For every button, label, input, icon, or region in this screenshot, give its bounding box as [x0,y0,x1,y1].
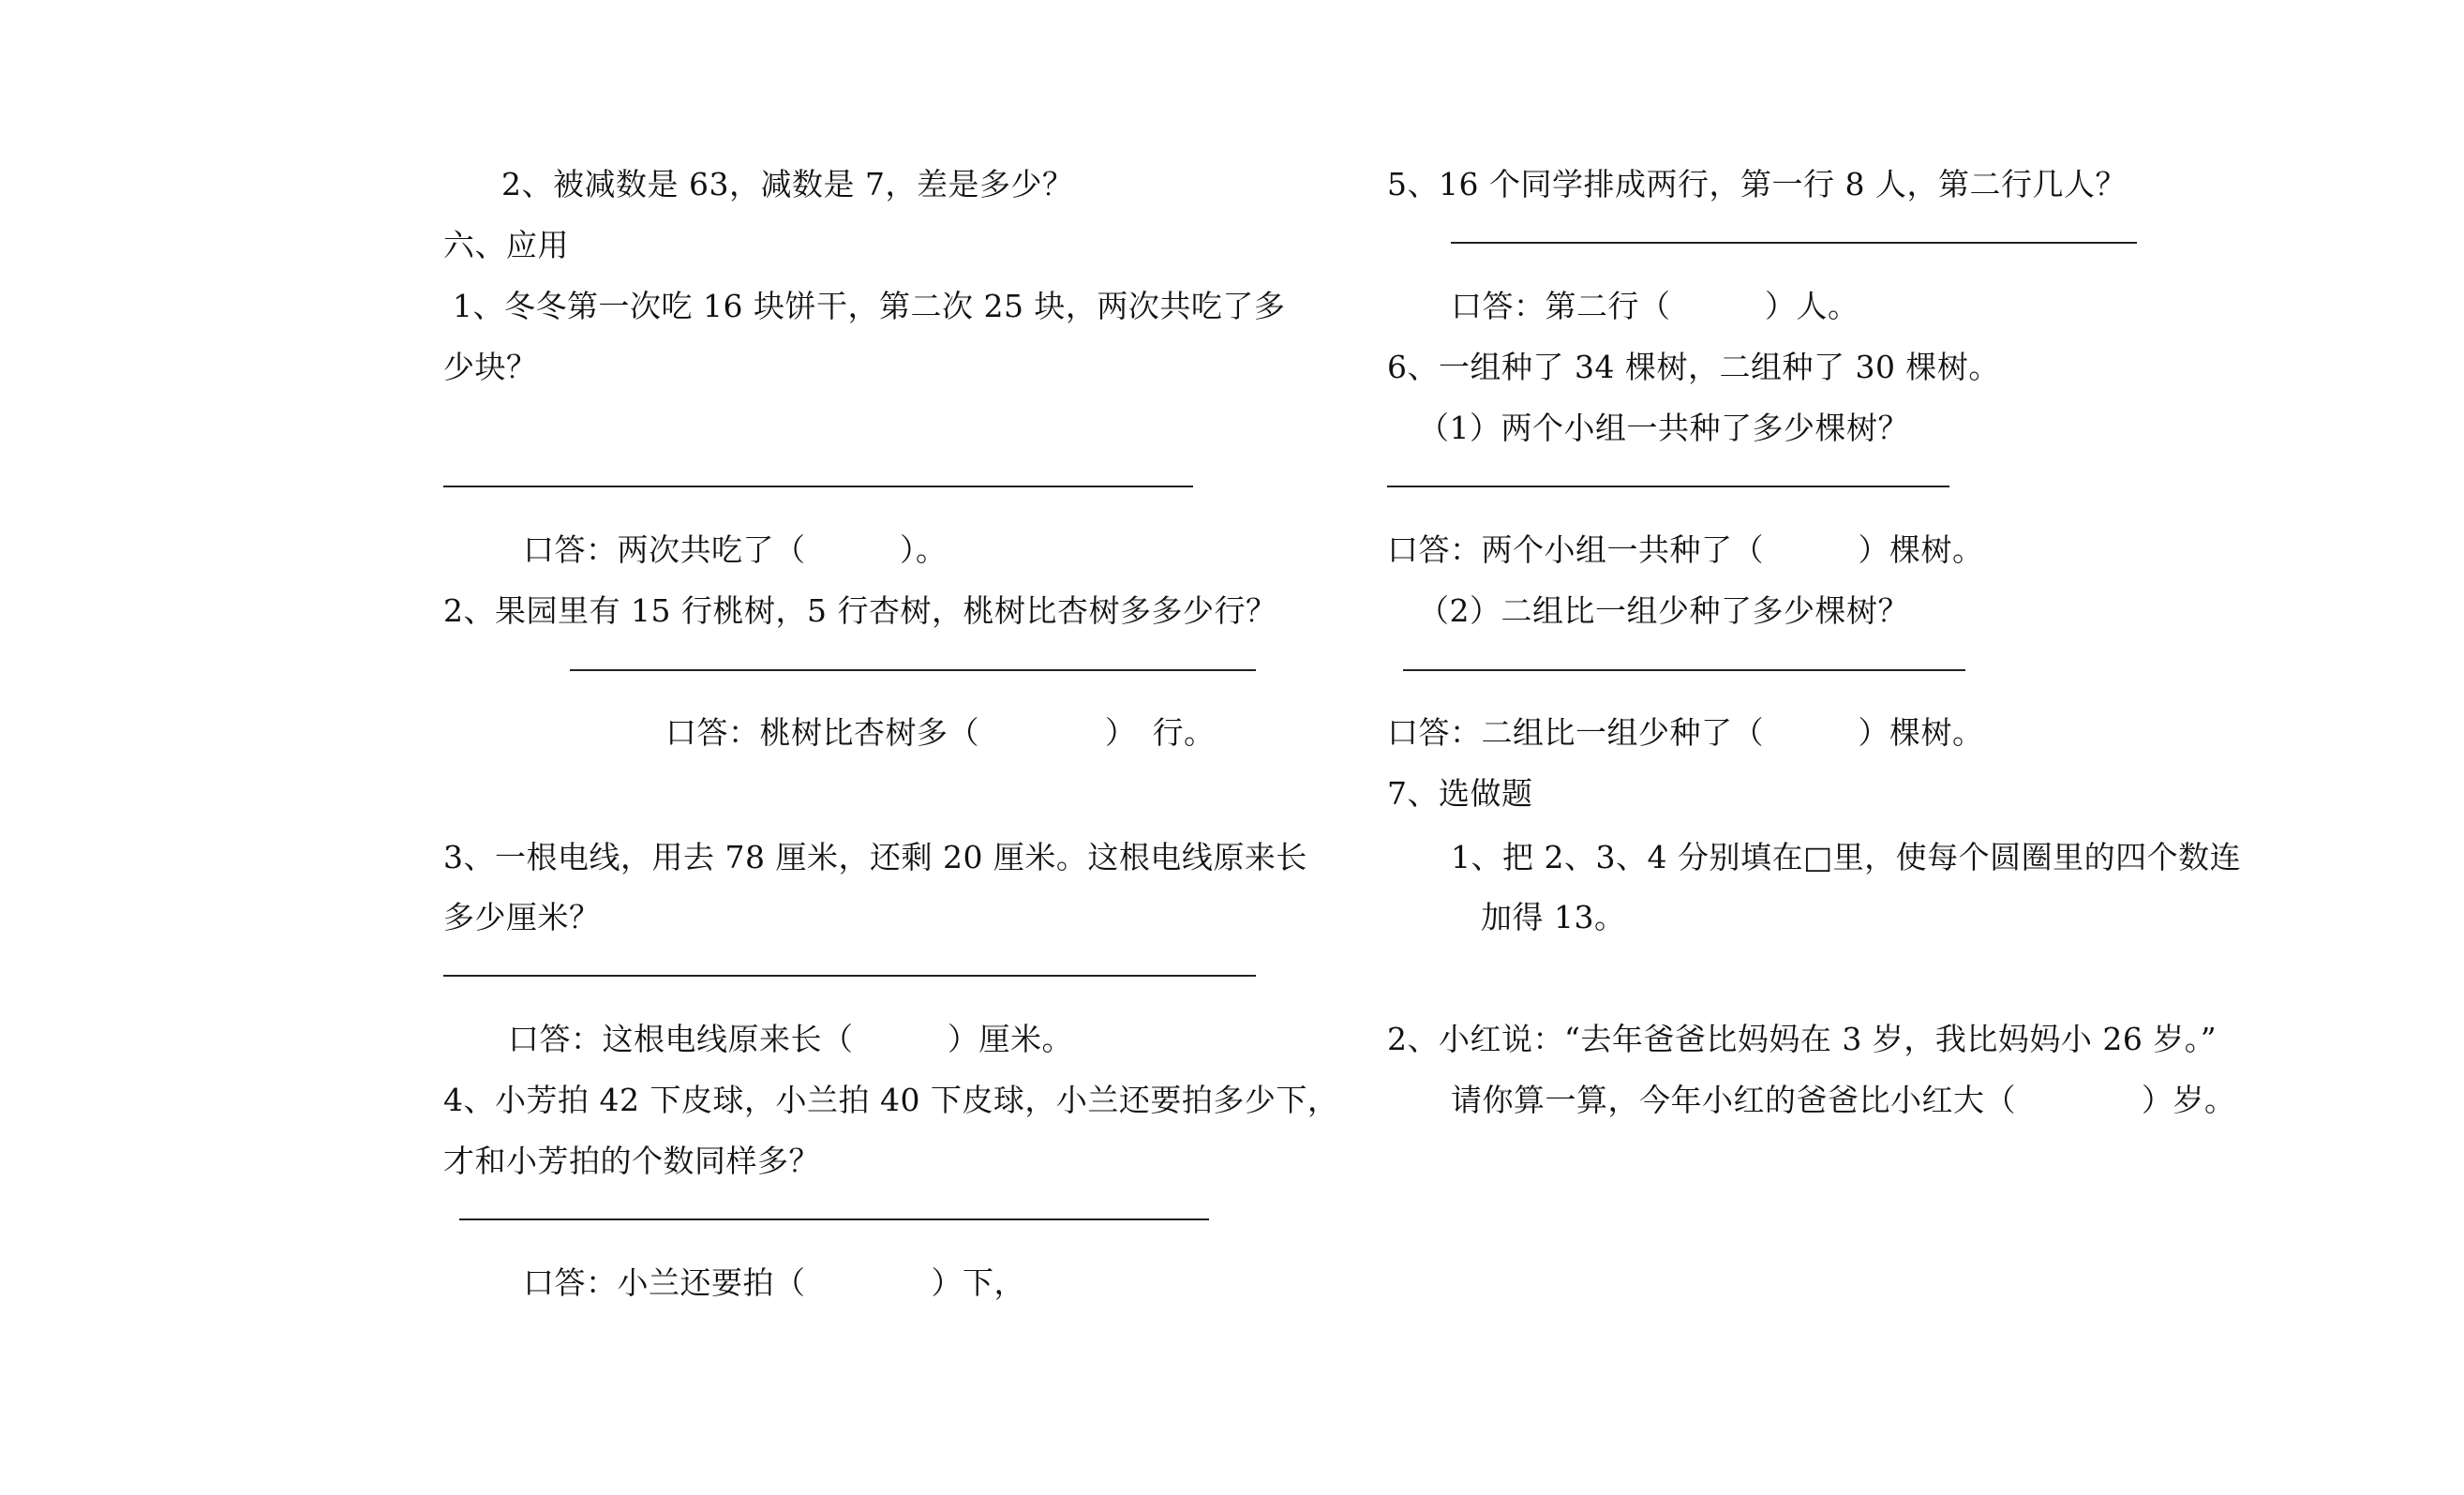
problem-1-work-line [443,486,1193,487]
section-heading-application: 六、应用 [443,227,569,263]
problem-1-line-2: 少块？ [443,349,538,385]
problem-2-work-line [570,669,1256,671]
problem-6-work-line-1 [1387,486,1949,487]
problem-2-question: 2、果园里有 15 行桃树，5 行杏树，桃树比杏树多多少行？ [443,592,1277,629]
problem-7-item-1-line-1: 1、把 2、3、4 分别填在□里，使每个圆圈里的四个数连 [1451,839,2242,875]
problem-7-title: 7、选做题 [1387,775,1533,812]
problem-6-answer-2: 口答：二组比一组少种了（ ）棵树。 [1387,714,1984,751]
problem-6-question: 6、一组种了 34 棵树，二组种了 30 棵树。 [1387,349,2000,385]
problem-4-line-2: 才和小芳拍的个数同样多？ [443,1143,820,1179]
problem-2-answer: 口答：桃树比杏树多（ ） 行。 [665,714,1216,751]
question-subtraction: 2、被减数是 63，减数是 7，差是多少？ [501,166,1074,202]
problem-4-work-line [459,1218,1209,1220]
problem-3-line-2: 多少厘米？ [443,899,601,935]
problem-5-work-line [1451,242,2137,244]
problem-7-item-2-line-2: 请你算一算，今年小红的爸爸比小红大（ ）岁。 [1451,1082,2236,1118]
problem-3-work-line [443,975,1256,977]
problem-6-sub-2: （2）二组比一组少种了多少棵树？ [1418,592,1909,629]
problem-4-answer: 口答：小兰还要拍（ ）下， [523,1264,1025,1301]
problem-3-answer: 口答：这根电线原来长（ ）厘米。 [508,1021,1073,1057]
problem-1-line-1: 1、冬冬第一次吃 16 块饼干，第二次 25 块，两次共吃了多 [453,288,1286,324]
problem-7-item-1-line-2: 加得 13。 [1481,899,1626,935]
problem-6-work-line-2 [1403,669,1965,671]
problem-4-line-1: 4、小芳拍 42 下皮球，小兰拍 40 下皮球，小兰还要拍多少下， [443,1082,1339,1118]
problem-7-item-2-line-1: 2、小红说：“去年爸爸比妈妈在 3 岁，我比妈妈小 26 岁。” [1387,1021,2218,1057]
problem-5-question: 5、16 个同学排成两行，第一行 8 人，第二行几人？ [1387,166,2127,202]
problem-6-answer-1: 口答：两个小组一共种了（ ）棵树。 [1387,531,1984,568]
problem-6-sub-1: （1）两个小组一共种了多少棵树？ [1418,410,1909,446]
problem-3-line-1: 3、一根电线，用去 78 厘米，还剩 20 厘米。这根电线原来长 [443,839,1307,875]
problem-5-answer: 口答：第二行（ ）人。 [1451,288,1859,324]
problem-1-answer: 口答：两次共吃了（ ）。 [523,531,948,568]
